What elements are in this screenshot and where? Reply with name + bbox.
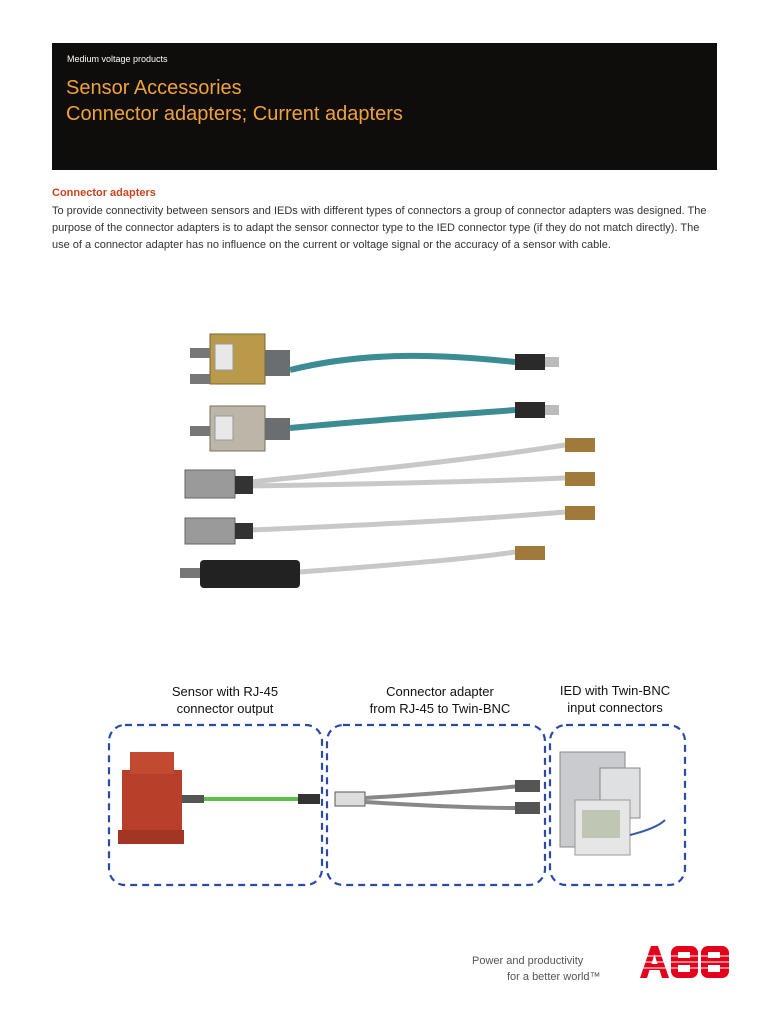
- bnc-plug-1: [515, 780, 540, 792]
- abb-logo: [640, 944, 730, 980]
- adapter-label-line1: Connector adapter: [386, 684, 494, 699]
- section-body: To provide connectivity between sensors and IEDs with different types of connectors a group of connector adapters was designed. The purpose of the connector adapters is to adapt the sensor connector type to the IED connector type (if they do not match directly). The use of a connector adapter has no influence on the current or voltage signal or the accuracy of a sensor with cable.: [52, 205, 707, 251]
- sensor-box: [109, 725, 322, 885]
- ied-label-line1: IED with Twin-BNC: [559, 683, 671, 698]
- sensor-label: [140, 683, 310, 717]
- rj45-plug: [298, 794, 320, 804]
- sensor-image: [118, 752, 204, 844]
- ied-image: [560, 752, 665, 855]
- section-title: Connector adapters: [52, 187, 156, 199]
- ied-label-line2: input connectors: [567, 700, 663, 715]
- connector-adapters-photo: [170, 320, 620, 610]
- page-title: Sensor Accessories: [66, 77, 242, 99]
- adapter-body: [335, 792, 365, 806]
- adapter-label-line2: from RJ-45 to Twin-BNC: [369, 701, 511, 716]
- category-label: Medium voltage products: [67, 54, 168, 64]
- tagline-line2: for a better world™: [507, 971, 601, 983]
- sensor-label-line1: Sensor with RJ-45: [171, 684, 279, 699]
- header-banner: [52, 43, 717, 170]
- ied-label: [540, 682, 690, 716]
- bnc-plug-2: [515, 802, 540, 814]
- tagline-line1: Power and productivity: [472, 955, 584, 967]
- sensor-label-line2: connector output: [176, 701, 274, 716]
- ied-box: [550, 725, 685, 885]
- footer-tagline: [472, 953, 601, 985]
- adapter-box: [327, 725, 545, 885]
- adapter-label: [340, 683, 540, 717]
- page-subtitle: Connector adapters; Current adapters: [66, 103, 403, 125]
